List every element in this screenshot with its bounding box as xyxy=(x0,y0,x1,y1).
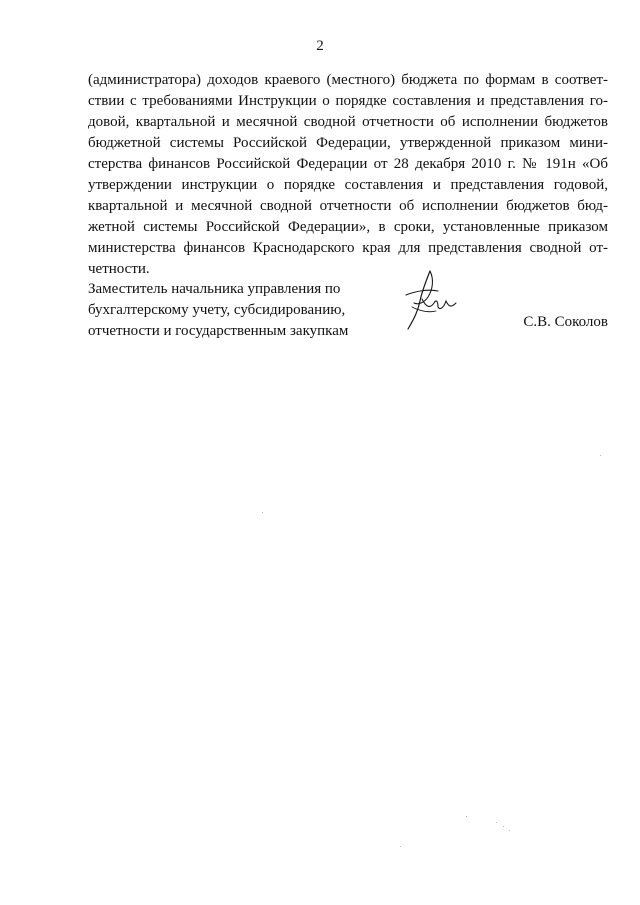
scan-speck xyxy=(496,822,497,823)
body-line: (администратора) доходов краевого (местного) бюджета по формам в соответ- xyxy=(88,72,608,88)
signer-position-line: Заместитель начальника управления по xyxy=(88,281,341,297)
body-line: четности. xyxy=(88,261,150,277)
body-line: стерства финансов Российской Федерации от 28 декабря 2010 г. № 191н «Об xyxy=(88,156,608,172)
body-text xyxy=(88,70,608,280)
scan-speck xyxy=(400,846,401,847)
signature-block xyxy=(88,279,608,349)
body-line: утверждении инструкции о порядке составления и представления годовой, xyxy=(88,177,608,193)
body-line: квартальной и месячной сводной отчетности об исполнении бюджетов бюд- xyxy=(88,198,608,214)
body-line: жетной системы Российской Федерации», в сроки, установленные приказом xyxy=(88,219,608,235)
handwritten-signature xyxy=(400,267,460,337)
scan-speck xyxy=(262,512,263,513)
body-line: ствии с требованиями Инструкции о порядке составления и представления го- xyxy=(88,93,608,109)
scan-speck xyxy=(466,816,467,817)
signer-position xyxy=(88,279,388,342)
body-line: бюджетной системы Российской Федерации, утвержденной приказом мини- xyxy=(88,135,608,151)
body-line: министерства финансов Краснодарского края для представления сводной от- xyxy=(88,240,608,256)
scan-speck xyxy=(503,826,504,827)
body-line: довой, квартальной и месячной сводной отчетности об исполнении бюджетов xyxy=(88,114,608,130)
signer-name: С.В. Соколов xyxy=(523,314,608,330)
page-number: 2 xyxy=(316,38,324,54)
scan-speck xyxy=(509,830,510,831)
signer-position-line: бухгалтерскому учету, субсидированию, xyxy=(88,302,346,318)
signer-position-line: отчетности и государственным закупкам xyxy=(88,323,349,339)
scan-speck xyxy=(600,455,601,456)
